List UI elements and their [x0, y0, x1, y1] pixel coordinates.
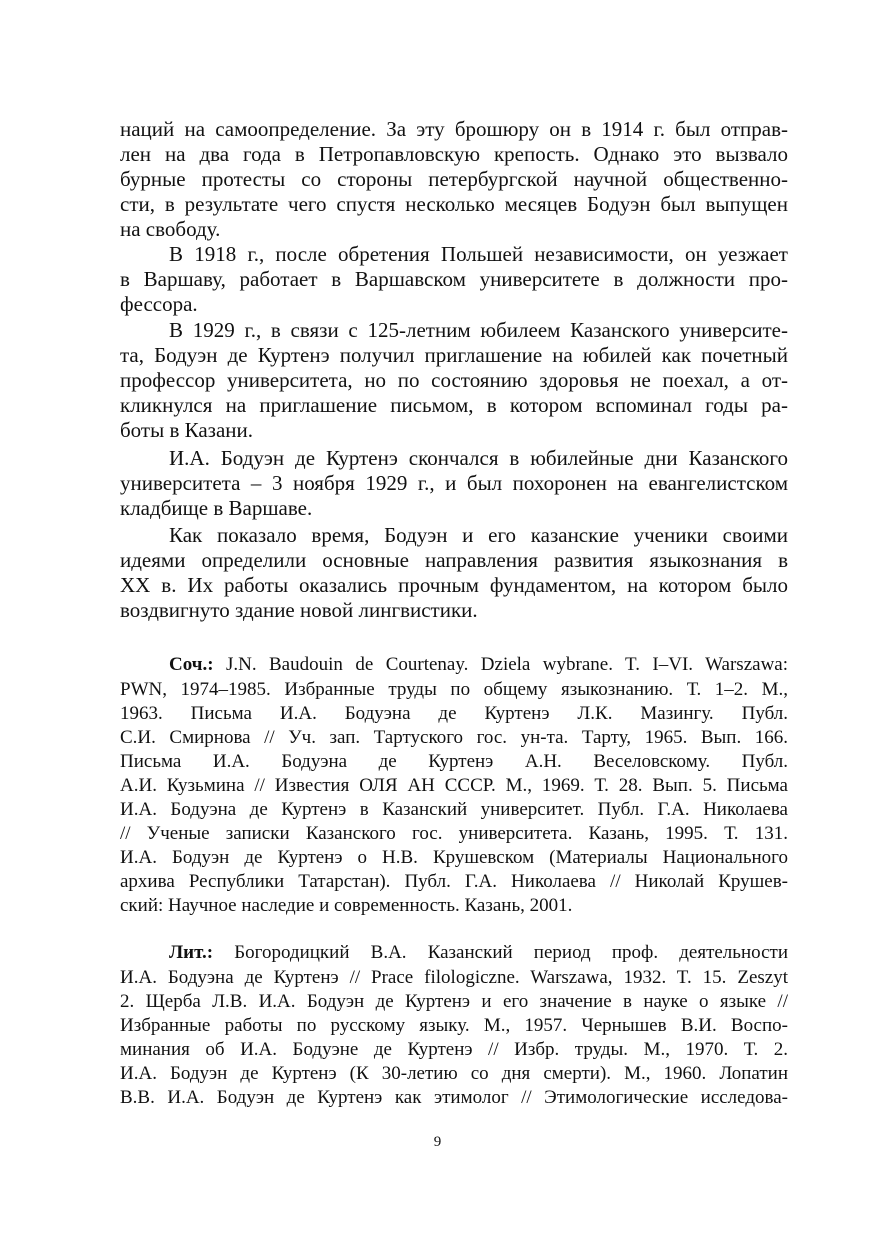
works-first-line-text: J.N. Baudouin de Courtenay. Dziela wybrane. T. I–VI. Warszawa: [225, 654, 789, 675]
text-line: XX в. Их работы оказались прочным фундаментом, на котором было [120, 573, 788, 597]
text-line: на свободу. [120, 217, 221, 241]
reference-line: PWN, 1974–1985. Избранные труды по общему языкознанию. Т. 1–2. М., [120, 679, 788, 700]
text-line: Как показало время, Бодуэн и его казанские ученики своими [169, 523, 788, 547]
reference-line: архива Республики Татарстан). Публ. Г.А. Николаева // Николай Крушев- [120, 871, 788, 892]
text-line: идеями определили основные направления развития языкознания в [120, 548, 788, 572]
reference-line: С.И. Смирнова // Уч. зап. Тартуского гос. ун-та. Тарту, 1965. Вып. 166. [120, 727, 788, 748]
text-line: лен на два года в Петропавловскую крепость. Однако это вызвало [120, 142, 788, 166]
reference-line: минания об И.А. Бодуэне де Куртенэ // Избр. труды. М., 1970. Т. 2. [120, 1039, 788, 1060]
reference-line: // Ученые записки Казанского гос. университета. Казань, 1995. Т. 131. [120, 823, 788, 844]
text-line: та, Бодуэн де Куртенэ получил приглашение на юбилей как почетный [120, 343, 788, 367]
page-number: 9 [433, 1134, 442, 1150]
works-label: Соч.: [169, 654, 214, 675]
reference-line: Письма И.А. Бодуэна де Куртенэ А.Н. Веселовскому. Публ. [120, 751, 788, 772]
reference-line: И.А. Бодуэн де Куртенэ о Н.В. Крушевском (Материалы Национального [120, 847, 788, 868]
text-line: бурные протесты со стороны петербургской научной общественно- [120, 167, 788, 191]
text-line: сти, в результате чего спустя несколько месяцев Бодуэн был выпущен [120, 192, 788, 216]
literature-label: Лит.: [169, 942, 214, 963]
reference-line: И.А. Бодуэн де Куртенэ (К 30-летию со дня смерти). М., 1960. Лопатин [120, 1063, 788, 1084]
reference-line: А.И. Кузьмина // Известия ОЛЯ АН СССР. М., 1969. Т. 28. Вып. 5. Письма [120, 775, 788, 796]
text-line: профессор университета, но по состоянию здоровья не поехал, а от- [120, 368, 788, 392]
literature-first-line [169, 941, 788, 964]
works-first-line [169, 653, 788, 676]
text-line: В 1929 г., в связи с 125-летним юбилеем Казанского университе- [169, 318, 788, 342]
reference-line: И.А. Бодуэна де Куртенэ в Казанский университет. Публ. Г.А. Николаева [120, 799, 788, 820]
text-line: в Варшаву, работает в Варшавском университете в должности про- [120, 267, 788, 291]
text-line: В 1918 г., после обретения Польшей независимости, он уезжает [169, 242, 788, 266]
reference-line: ский: Научное наследие и современность. Казань, 2001. [120, 895, 573, 916]
reference-line: И.А. Бодуэна де Куртенэ // Prace filologiczne. Warszawa, 1932. T. 15. Zeszyt [120, 967, 788, 988]
reference-line: Избранные работы по русскому языку. М., 1957. Чернышев В.И. Воспо- [120, 1015, 788, 1036]
text-line: университета – 3 ноября 1929 г., и был похоронен на евангелистском [120, 471, 788, 495]
text-line: кладбище в Варшаве. [120, 496, 313, 520]
text-line: боты в Казани. [120, 418, 254, 442]
text-line: фессора. [120, 292, 198, 316]
text-line: И.А. Бодуэн де Куртенэ скончался в юбилейные дни Казанского [169, 446, 788, 470]
reference-line: 2. Щерба Л.В. И.А. Бодуэн де Куртенэ и его значение в науке о языке // [120, 991, 788, 1012]
reference-line: 1963. Письма И.А. Бодуэна де Куртенэ Л.К. Мазингу. Публ. [120, 703, 788, 724]
text-line: наций на самоопределение. За эту брошюру он в 1914 г. был отправ- [120, 117, 788, 141]
literature-first-line-text: Богородицкий В.А. Казанский период проф. деятельности [234, 942, 788, 963]
text-line: кликнулся на приглашение письмом, в котором вспоминал годы ра- [120, 393, 788, 417]
text-line: воздвигнуто здание новой лингвистики. [120, 598, 478, 622]
reference-line: В.В. И.А. Бодуэн де Куртенэ как этимолог // Этимологические исследова- [120, 1087, 788, 1108]
